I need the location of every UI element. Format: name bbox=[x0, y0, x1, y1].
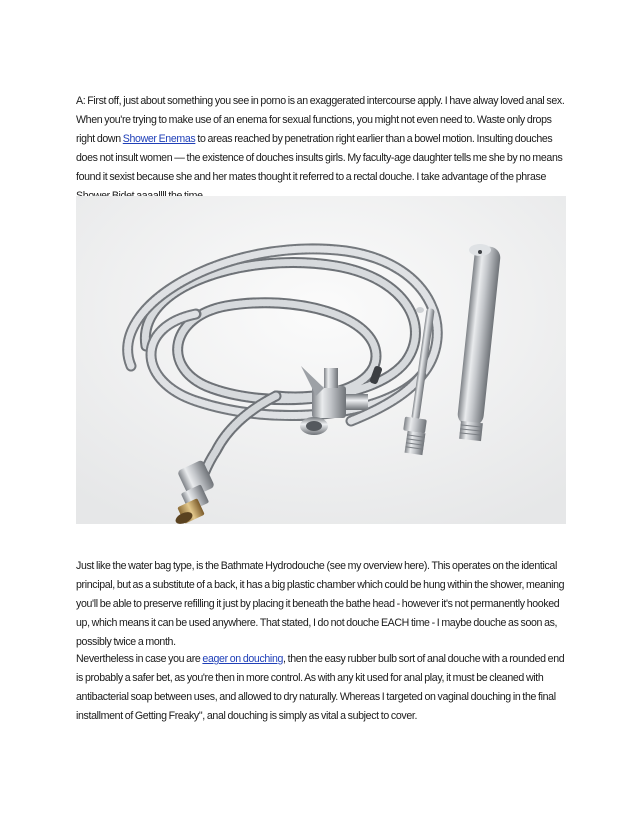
shower-enemas-link[interactable]: Shower Enemas bbox=[122, 133, 196, 145]
paragraph-rubber-bulb-text-end: , then the easy rubber bulb sort of anal douche with a rounded end is probably a safer bet, as you're then in more control. As with any kit used for anal play, it must be cleaned with antibacterial soap between uses, and allowed to dry naturally. Whereas I targeted on vaginal douching in the final installment of Getting Freaky", anal douching is simply as vital a subject to cover. bbox=[76, 653, 565, 722]
eager-on-douching-link[interactable]: eager on douching bbox=[202, 653, 284, 665]
paragraph-hydrodouche: Just like the water bag type, is the Bathmate Hydrodouche (see my overview here). This operates on the identical principal, but as a substitute of a back, it has a big plastic chamber which could be hung within the shower, meaning you'll be able to preserve refilling it just by placing it beneath the bathe head - however it's not permanently hooked up, which means it can be used anywhere. That stated, I do not douche EACH time - I maybe douche as soon as, possibly twice a month. bbox=[76, 560, 565, 648]
paragraph-rubber-bulb-text-start: Nevertheless in case you are bbox=[76, 653, 203, 665]
paragraph-intro-text-end: to areas reached by penetration right earlier than a bowel motion. Insulting douches does not insult women — the existence of douches insults girls. My faculty-age daughter tells me she by no means found it sexist because she and her mates thought it referred to a rectal douche. I take advantage of the phrase bbox=[76, 133, 563, 183]
product-photo bbox=[76, 196, 566, 524]
paragraph-intro bbox=[76, 92, 570, 206]
paragraph-intro-text-start: A: First off, just about something you see in porno is an exaggerated intercourse apply. I have alway loved anal sex. When you're trying to make use of an enema for sexual functions, you might not even need to. Waste only drops right down bbox=[76, 95, 565, 145]
paragraph-rubber-bulb bbox=[76, 650, 570, 726]
